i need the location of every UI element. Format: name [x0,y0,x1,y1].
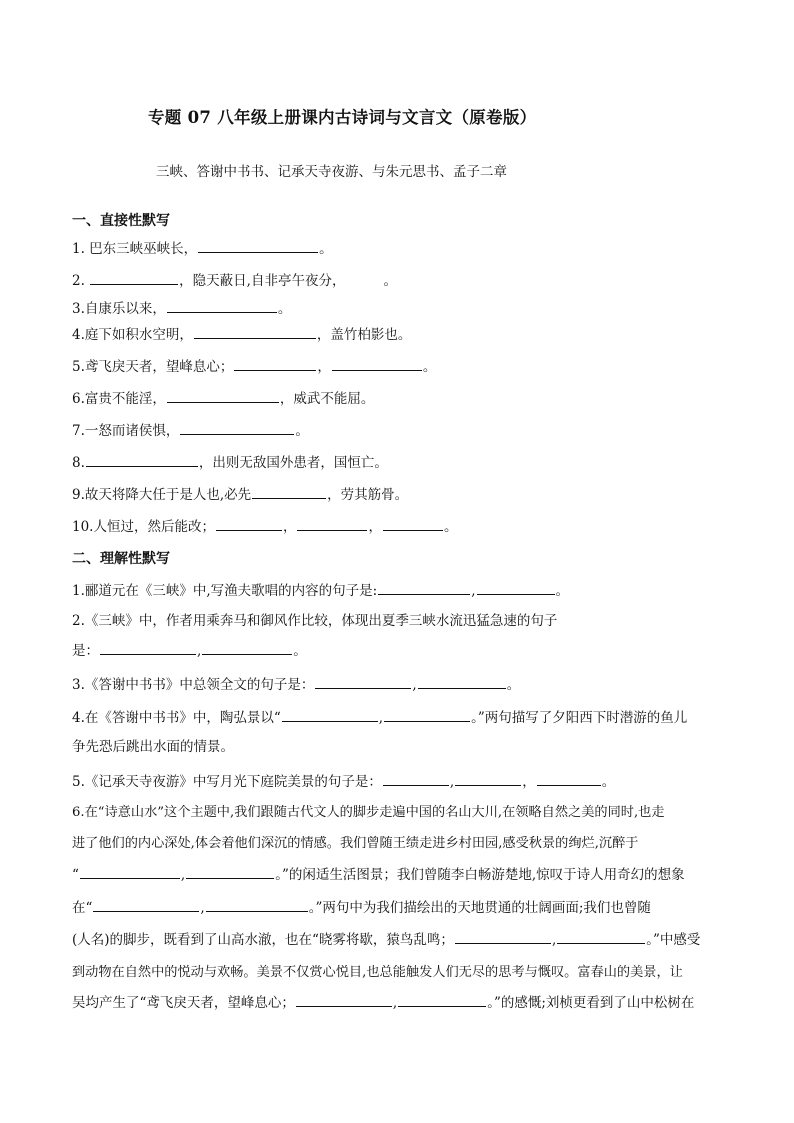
answer-blank[interactable] [90,269,178,285]
question-2-4-line2: 争先恐后跳出水面的情景。 [72,739,234,755]
question-1-7 [72,416,724,447]
question-text: 。 [383,273,397,289]
question-2-6-line1: 6.在“诗意山水”这个主题中,我们跟随古代文人的脚步走遍中国的名山大川,在领略自然之美的同时,也走 [72,805,665,820]
answer-blank[interactable] [383,770,449,786]
question-2-2-line1: 2.《三峡》中，作者用乘奔马和御风作比较，体现出夏季三峡水流迅猛急速的句子 [72,613,558,629]
question-text: 。 [293,643,307,659]
question-text: 3.《答谢中书书》中总领全文的句子是： [72,677,315,693]
question-text: , [449,774,455,790]
question-text: 10.人恒过，然后能改； [72,519,215,535]
answer-blank[interactable] [378,579,470,595]
section-heading-direct: 一、直接性默写 [72,213,170,229]
question-text: 。 [295,423,309,439]
answer-blank[interactable] [194,323,316,339]
question-1-8 [72,448,724,479]
answer-blank[interactable] [296,991,392,1007]
question-text: , [551,932,557,948]
question-text: 吴均产生了“鸢飞戾天者，望峰息心； [72,995,295,1011]
question-text: 。”两句中为我们描绘出的天地贯通的壮阔画面;我们也曾随 [308,900,651,916]
question-text: ，威武不能屈。 [279,391,375,407]
question-text: 1.郦道元在《三峡》中,写渔夫歌唱的内容的句子是: [72,583,378,599]
question-2-3 [72,670,724,701]
question-text: 是： [72,643,99,659]
answer-blank[interactable] [80,863,180,879]
answer-blank[interactable] [383,515,443,531]
question-text: 8. [72,455,85,471]
question-2-6-line6: 到动物在自然中的悦动与欢畅。美景不仅赏心悦目,也总能触发人们无尽的思考与慨叹。富春山的美景，让 [72,965,683,980]
question-2-6-line2: 进了他们的内心深处,体会着他们深沉的情感。我们曾随王绩走进乡村田园,感受秋景的绚烂,沉醉于 [72,836,639,851]
question-text: , [471,583,476,599]
question-text: ， [522,774,536,790]
question-text: ，出则无敌国外患者，国恒亡。 [198,455,388,471]
question-text: ， [368,519,382,535]
answer-blank[interactable] [93,896,199,912]
answer-blank[interactable] [252,483,326,499]
question-2-6-line5 [72,925,724,956]
question-text: ， [317,359,331,375]
answer-blank[interactable] [557,928,645,944]
question-1-1 [72,234,724,265]
answer-blank[interactable] [180,419,294,435]
answer-blank[interactable] [216,515,282,531]
question-text: 3.自康乐以来， [72,301,166,317]
answer-blank[interactable] [202,639,292,655]
question-text: 1. 巴东三峡巫峡长， [72,241,198,257]
question-text: , [378,710,384,726]
question-text: , [200,900,205,916]
answer-blank[interactable] [455,770,521,786]
question-text: 9.故天将降大任于是人也,必先 [72,487,252,503]
question-text: 。 [601,774,616,790]
question-text: ，隐天蔽日,自非亭午夜分， [179,273,346,289]
question-text: ， [282,519,297,535]
answer-blank[interactable] [167,297,277,313]
answer-blank[interactable] [418,673,506,689]
question-text: 5.《记承天寺夜游》中写月光下庭院美景的句子是： [72,774,382,790]
question-text: 。 [506,677,521,693]
question-text: 。 [422,359,437,375]
question-text: 。”中感受 [646,932,701,948]
question-text: “ [72,867,79,883]
question-text: , [412,677,417,693]
answer-blank[interactable] [297,515,367,531]
section-heading-understanding: 二、理解性默写 [72,551,170,567]
question-text: 。”的感慨;刘桢更看到了山中松树在 [487,995,695,1011]
answer-blank[interactable] [477,579,555,595]
answer-blank[interactable] [537,770,601,786]
question-1-2 [72,266,724,297]
question-1-6 [72,384,724,415]
question-text: 7.一怒而诸侯惧， [72,423,180,439]
answer-blank[interactable] [86,451,198,467]
question-1-5 [72,352,724,383]
answer-blank[interactable] [100,639,196,655]
answer-blank[interactable] [455,928,551,944]
question-text: 在“ [72,900,93,916]
answer-blank[interactable] [206,896,308,912]
question-text: 6.富贵不能淫， [72,391,166,407]
page-title: 专题 07 八年级上册课内古诗词与文言文（原卷版） [148,108,537,127]
question-text: ，盖竹柏影也。 [316,327,412,343]
answer-blank[interactable] [186,863,274,879]
question-text: , [197,643,202,659]
question-text: 4.庭下如积水空明， [72,327,193,343]
question-1-9 [72,480,724,511]
question-text: ，劳其筋骨。 [327,487,409,503]
question-2-6-line4 [72,893,724,924]
answer-blank[interactable] [282,706,378,722]
question-2-1 [72,576,724,607]
answer-blank[interactable] [234,355,316,371]
question-text: 。 [443,519,458,535]
answer-blank[interactable] [332,355,422,371]
question-text: 2. [72,273,90,289]
answer-blank[interactable] [167,387,279,403]
question-1-4 [72,320,724,351]
answer-blank[interactable] [398,991,486,1007]
question-2-5 [72,767,724,798]
page-subtitle: 三峡、答谢中书书、记承天寺夜游、与朱元思书、孟子二章 [156,164,507,180]
question-1-10 [72,512,724,543]
answer-blank[interactable] [315,673,411,689]
question-text: 。 [319,241,333,257]
question-2-2-line2 [72,636,724,667]
answer-blank[interactable] [384,706,470,722]
question-text: 。”的闲适生活图景；我们曾随李白畅游楚地,惊叹于诗人用奇幻的想象 [275,867,685,883]
question-text: 。 [555,583,570,599]
question-text: 5.鸢飞戾天者，望峰息心； [72,359,234,375]
question-2-6-line3 [72,860,724,891]
question-text: 。”两句描写了夕阳西下时潜游的鱼儿 [471,710,688,726]
question-2-6-line7 [72,988,724,1019]
question-text: (人名)的脚步，既看到了山高水澈，也在“晓雾将歇，猿鸟乱鸣； [72,932,454,948]
question-text: , [180,867,186,883]
question-text: , [392,995,398,1011]
question-text: 。 [277,301,292,317]
question-2-4-line1 [72,703,724,734]
answer-blank[interactable] [198,237,318,253]
question-text: 4.在《答谢中书书》中，陶弘景以“ [72,710,281,726]
